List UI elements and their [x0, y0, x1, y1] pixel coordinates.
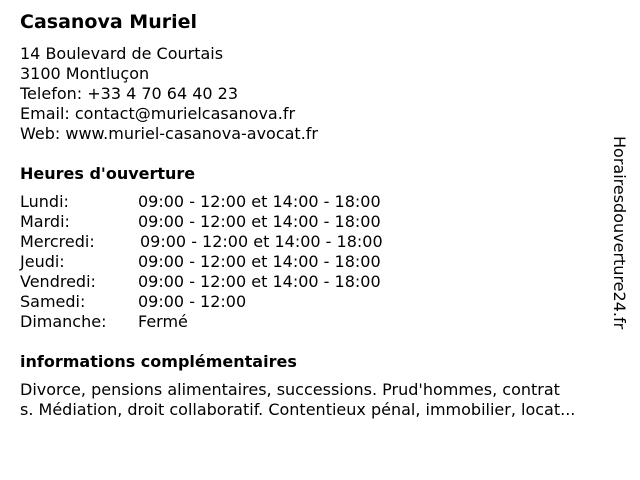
watermark-text: Horairesdouverture24.fr	[610, 136, 629, 330]
info-description	[20, 380, 610, 420]
email-line: Email: contact@murielcasanova.fr	[20, 104, 296, 123]
hours-row-wednesday	[20, 232, 610, 252]
hours-row-saturday	[20, 292, 610, 312]
hours-row-tuesday	[20, 212, 610, 232]
contact-block	[20, 44, 610, 144]
time-value: 09:00 - 12:00 et 14:00 - 18:00	[138, 252, 381, 271]
day-label: Mardi:	[20, 212, 70, 231]
day-label: Mercredi:	[20, 232, 95, 251]
site-watermark	[597, 136, 637, 346]
info-heading: informations complémentaires	[20, 352, 297, 371]
hours-row-friday	[20, 272, 610, 292]
time-value: 09:00 - 12:00 et 14:00 - 18:00	[140, 232, 383, 251]
hours-table	[20, 192, 610, 332]
hours-row-thursday	[20, 252, 610, 272]
time-value: 09:00 - 12:00 et 14:00 - 18:00	[138, 272, 381, 291]
hours-row-sunday	[20, 312, 610, 332]
day-label: Dimanche:	[20, 312, 107, 331]
time-value: 09:00 - 12:00	[138, 292, 247, 311]
address-city: 3100 Montluçon	[20, 64, 150, 83]
address-street: 14 Boulevard de Courtais	[20, 44, 224, 63]
time-value: 09:00 - 12:00 et 14:00 - 18:00	[138, 192, 381, 211]
info-line: Divorce, pensions alimentaires, successions. Prud'hommes, contrat	[20, 380, 560, 399]
web-line: Web: www.muriel-casanova-avocat.fr	[20, 124, 318, 143]
time-value: 09:00 - 12:00 et 14:00 - 18:00	[138, 212, 381, 231]
day-label: Jeudi:	[20, 252, 65, 271]
day-label: Lundi:	[20, 192, 69, 211]
phone-line: Telefon: +33 4 70 64 40 23	[20, 84, 239, 103]
info-line: s. Médiation, droit collaboratif. Contentieux pénal, immobilier, locat...	[20, 400, 576, 419]
day-label: Vendredi:	[20, 272, 96, 291]
hours-row-monday	[20, 192, 610, 212]
business-name: Casanova Muriel	[20, 11, 198, 33]
day-label: Samedi:	[20, 292, 86, 311]
time-value: Fermé	[138, 312, 188, 331]
business-card	[20, 10, 610, 420]
hours-heading: Heures d'ouverture	[20, 164, 196, 183]
